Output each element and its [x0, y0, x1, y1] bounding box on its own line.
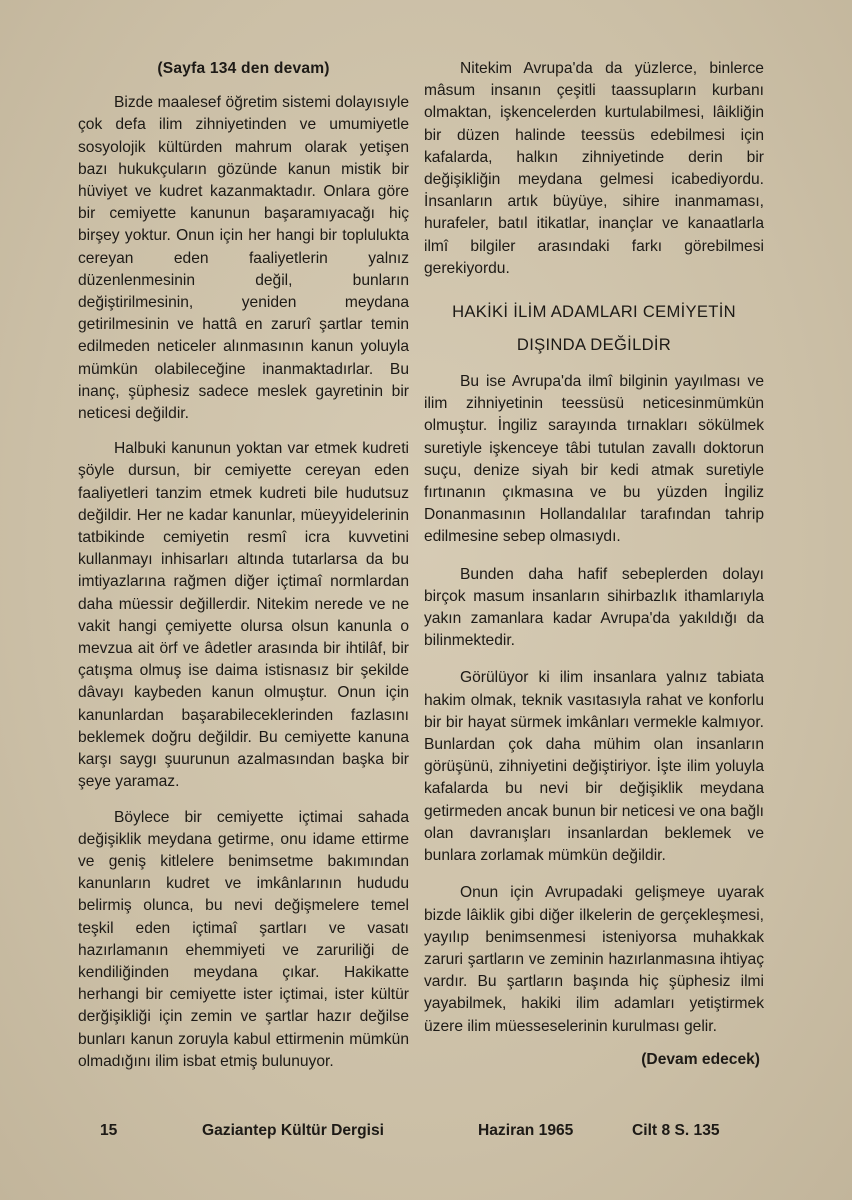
page-footer	[0, 1122, 852, 1146]
paragraph: Nitekim Avrupa'da da yüzlerce, binlerce mâsum insanın çeşitli taassupların kurbanı olmaktan, işkencelerden kurtulabilmesi, lâikliğin bir düzen halinde teessüs edebilmesi için kafalarda, halkın zihniyetinde derin bir değişikliğin meydana gelmesi icabediyordu. İnsanların artık büyüye, sihire inanmaması, hurafeler, batıl itikatlar, inançlar ve kanaatlarla ilmî bilgiler arasındaki farkı görebilmesi gerekiyordu.	[424, 60, 764, 277]
paragraph: Bu ise Avrupa'da ilmî bilginin yayılması ve ilim zihniyetinin teessüsü neticesinmümkün olmuştur. İngiliz sarayında tırnakları sökülmek suretiyle işkenceye tâbi tutulan zavallı doktorun suçu, denize siyah bir kedi atmak suretiyle fırtınanın çıkmasına ve bu yüzden İngiliz Donanmasının Hollandalılar tarafından tahrip edilmesine sebep olmasıydı.	[424, 373, 764, 546]
section-heading	[424, 300, 764, 357]
paragraph: Bizde maalesef öğretim sistemi dolayısıyle çok defa ilim zihniyetinden ve umumiyetle sosyolojik kültürden mahrum olarak yetişen bazı hukukçuların gözünde kanun mistik bir hüviyet ve kudret kazanmaktadır. Onlara göre bir cemiyette kanunun başaramıyacağı hiç birşey yoktur. Onun için her hangi bir toplulukta cereyan eden faaliyetlerin yalnız düzenlenmesinin değil, bunların değiştirilmesinin, yeniden meydana getirilmesinin ve hattâ en zarurî şartlar temin edilmeden neticeler alınmasının kanun yoluyla mümkün olabileceğine inanmaktadırlar. Bu inanç, şüphesiz sadece meslek gayretinin bir neticesi değildir.	[78, 94, 409, 423]
paragraph: Bunden daha hafif sebeplerden dolayı birçok masum insanların sihirbazlık ithamlarıyla yakın zamanlara kadar Avrupa'da yakıldığı da bilinmektedir.	[424, 565, 764, 650]
paragraph: Böylece bir cemiyette içtimai sahada değişiklik meydana getirme, onu idame ettirme ve geniş kitlelere benimsetme bakımından kanunların kudret ve imkânlarının hududu belirmiş olunca, bu nevi değişmelere temel teşkil eden içtimaî şartları ve vasatı hazırlamanın ehemmiyeti ve zaruriliği de kendiliğinden meydana çıkar. Hakikatte herhangi bir cemiyette ister içtimai, ister kültür derğişikliği için zemin ve şartlar hazır değilse bunları kanun zoruyla kabul ettirmenin mümkün olmadığını ilim isbat etmiş bulunuyor.	[78, 808, 409, 1070]
paragraph: Onun için Avrupadaki gelişmeye uyarak bizde lâiklik gibi diğer ilkelerin de gerçekleşmesi, yayılıp benimsenmesi isteniyorsa muhakkak zaruri şartların ve zeminin hazırlanmasına ihtiyaç vardır. Bu şartların başında hiç şüphesiz ilmi yayabilmek, hakiki ilim adamları yetiştirmek üzere ilim müesseselerinin kurulması gelir.	[424, 884, 764, 1035]
section-heading-line: DIŞINDA DEĞİLDİR	[516, 335, 672, 355]
volume-issue: Cilt 8 S. 135	[632, 1122, 720, 1139]
right-column	[424, 58, 764, 1071]
page-number: 15	[100, 1122, 118, 1139]
issue-date: Haziran 1965	[478, 1122, 574, 1139]
paragraph: Görülüyor ki ilim insanlara yalnız tabiata hakim olmak, teknik vasıtasıyla rahat ve konforlu bir bir hayat sürmek imkânları vermekle kalmıyor. Bunlardan çok daha mühim olan insanların görüşünü, zihniyetini değiştiriyor. İşte ilim yoluyla kafalarda bu nevi bir değişiklik meydana getirmeden ancak bunun bir neticesi ve ona bağlı olan davranışları insanlardan beklemek ve bunlara zorlamak mümkün değildir.	[424, 669, 764, 865]
journal-name: Gaziantep Kültür Dergisi	[202, 1122, 384, 1139]
section-heading-line: HAKİKİ İLİM ADAMLARI CEMİYETİN	[452, 302, 736, 322]
left-column	[78, 58, 409, 1073]
paragraph: Halbuki kanunun yoktan var etmek kudreti şöyle dursun, bir cemiyette cereyan eden faaliyetleri tanzim etmek kudreti bile hudutsuz değildir. Her ne kadar kanunlar, müeyyidelerinin tatbikinde cemiyetin resmî icra kuvvetini kullanmayı inhisarları altında tutarlarsa da bu imtiyazlarına rağmen diğer içtimaî normlardan daha müessir değillerdir. Nitekim nerede ve ne vakit hangi çemiyette olursa olsun kanunla o mevzua ait örf ve âdetler arasında bir ihtilâf, bir çatışma olmuş ise daima istisnasız bir şekilde dâvayı kaybeden kanun olmuştur. Onun için kanunlardan başarabileceklerinden fazlasını beklemek doğru değildir. Bu cemiyette kanuna karşı saygı şuurunun azalmasından başka bir şeye yaramaz.	[78, 440, 409, 791]
continued-from-note: (Sayfa 134 den devam)	[157, 60, 330, 77]
continued-note: (Devam edecek)	[641, 1050, 760, 1068]
